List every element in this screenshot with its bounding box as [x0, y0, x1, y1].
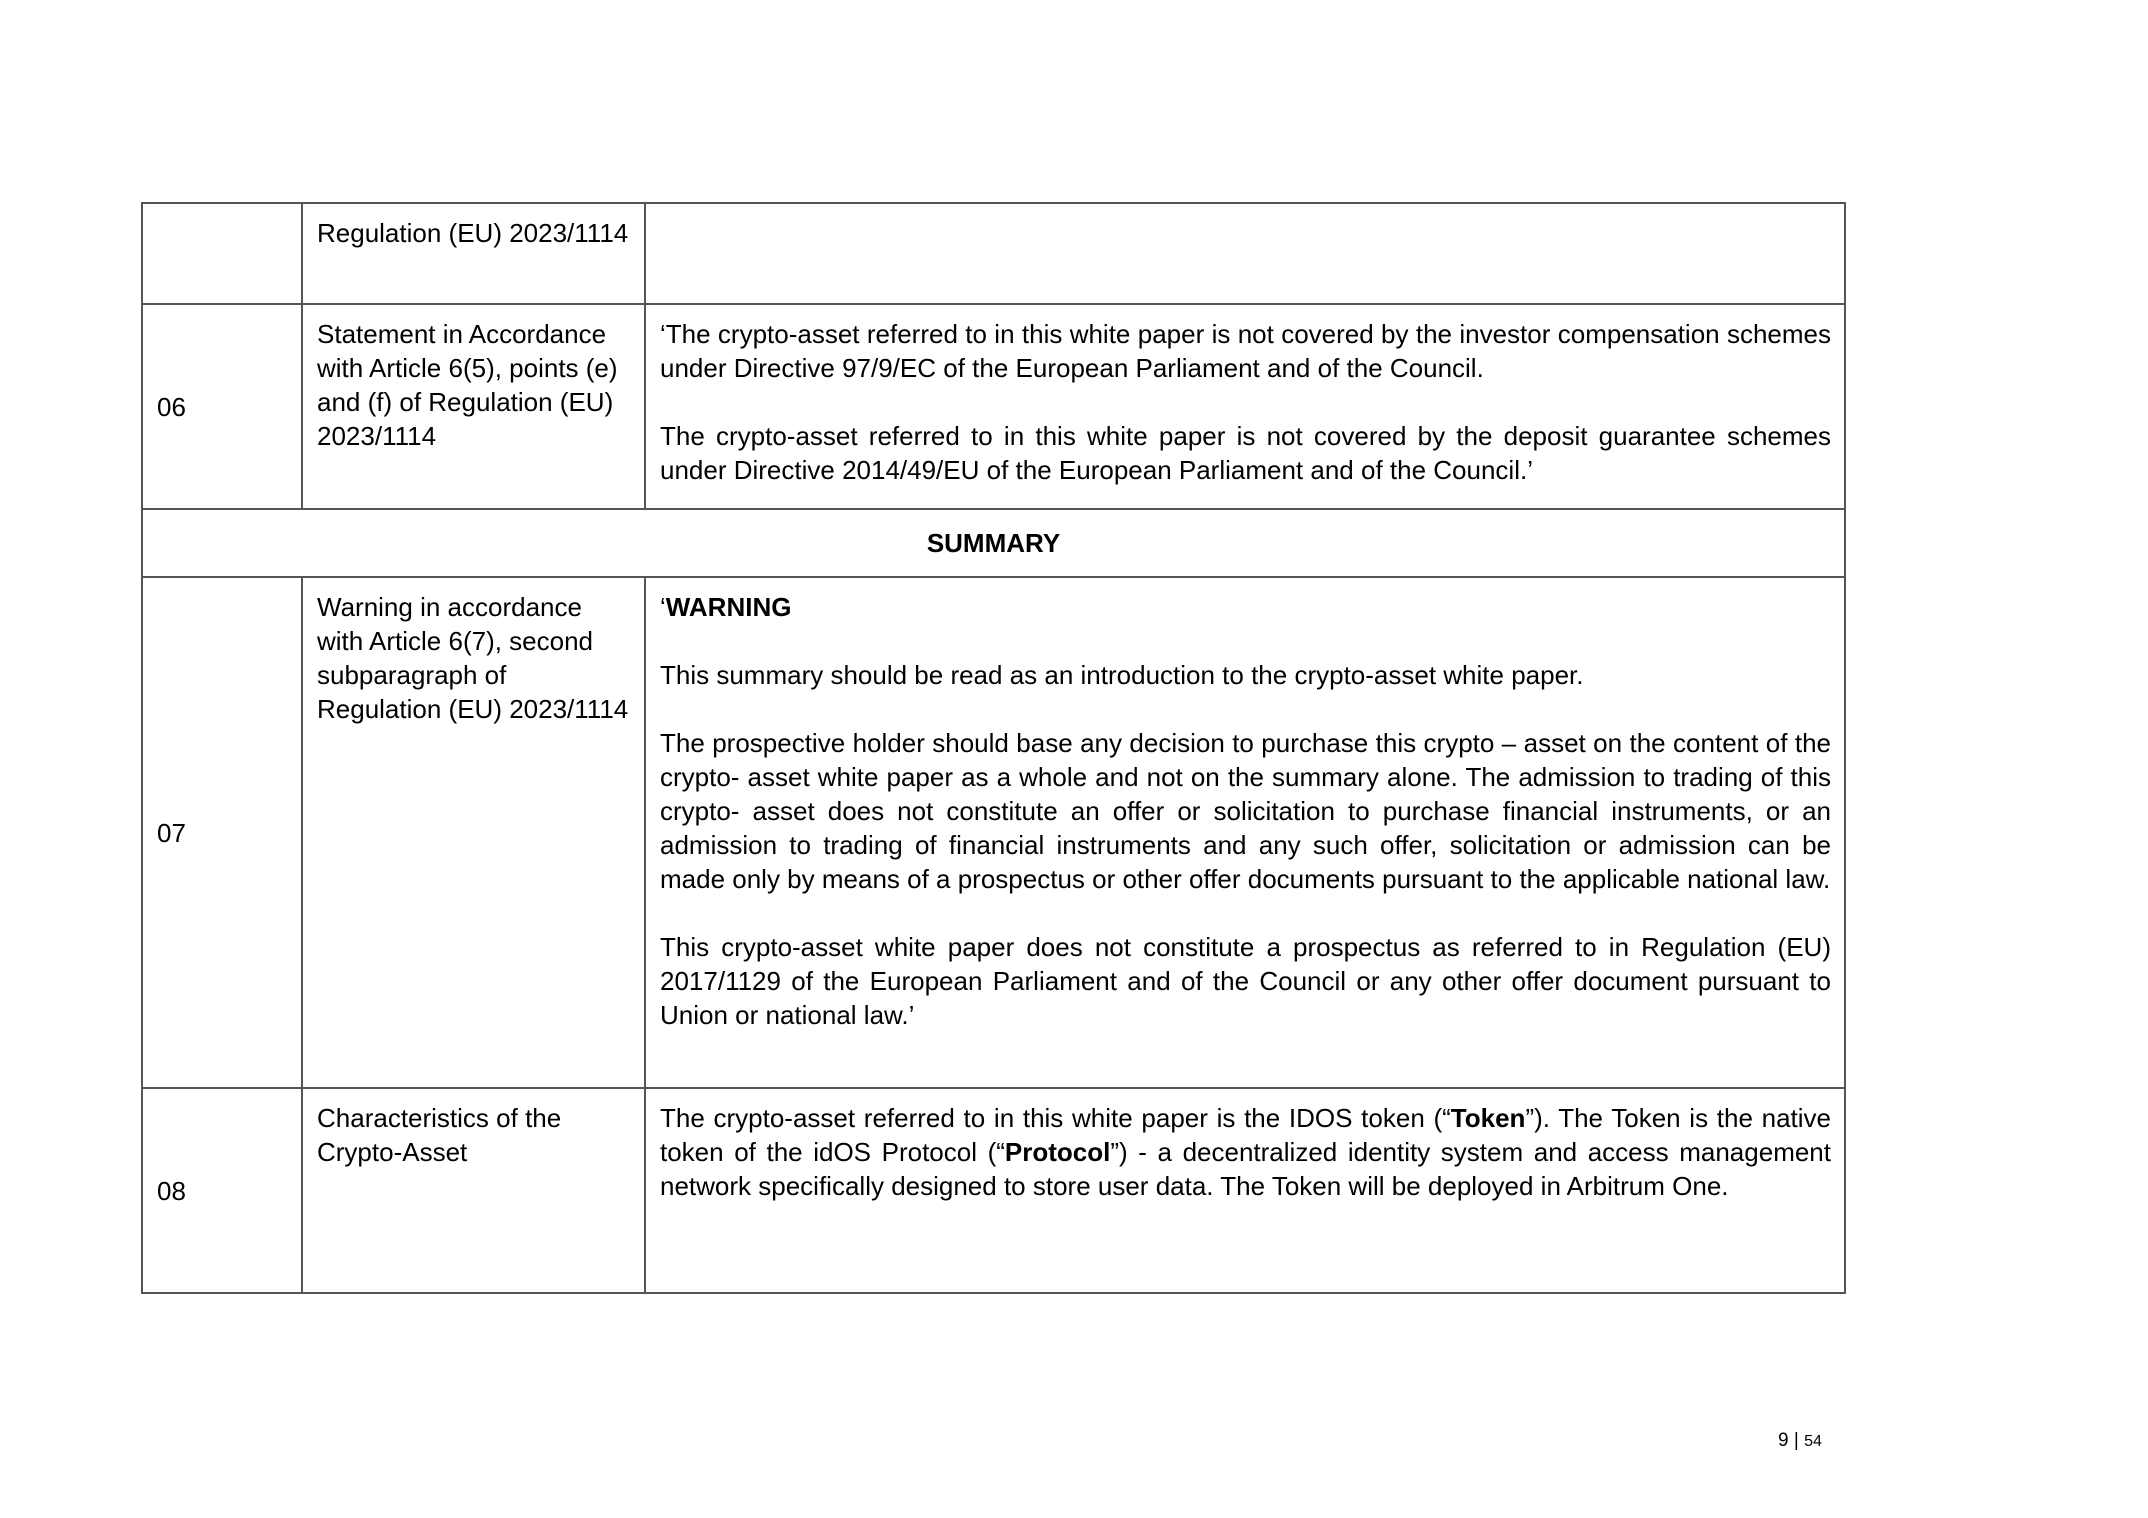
- row-content: [645, 203, 1845, 304]
- separator: |: [1793, 1430, 1799, 1451]
- table-row: [142, 203, 1845, 304]
- warning-title: WARNING: [665, 592, 792, 622]
- row-label: Characteristics of the Crypto-Asset: [302, 1088, 645, 1293]
- row-content: [645, 1088, 1845, 1293]
- paragraph: The crypto-asset referred to in this white paper is not covered by the deposit guarantee schemes under Directive 2014/49/EU of the European Parliament and of the Council.’: [660, 421, 1831, 485]
- paragraph: This crypto-asset white paper does not constitute a prospectus as referred to in Regulation (EU) 2017/1129 of the European Parliament and of the Council or any other offer document pursuant to Union or national law.’: [660, 932, 1831, 1030]
- row-number: 06: [142, 304, 302, 509]
- table-row: [142, 1088, 1845, 1293]
- defined-term: Protocol: [1004, 1137, 1111, 1167]
- section-row: [142, 509, 1845, 577]
- text: The crypto-asset referred to in this white paper is the IDOS token (“: [660, 1103, 1451, 1133]
- text: ”) - a decentralized identity system and access management network specifically designed to store user data. The Token will be deployed in Arbitrum One.: [660, 1137, 1831, 1201]
- table-row: [142, 304, 1845, 509]
- paragraph: [660, 1101, 1831, 1203]
- row-content: [645, 577, 1845, 1088]
- table-row: [142, 577, 1845, 1088]
- paragraph: The prospective holder should base any decision to purchase this crypto – asset on the content of the crypto- asset white paper as a whole and not on the summary alone. The admission to trading of this crypto- asset does not constitute an offer or solicitation to purchase financial instruments, or an admission to trading of financial instruments and any such offer, solicitation or admission can be made only by means of a prospectus or other offer documents pursuant to the applicable national law.: [660, 728, 1831, 894]
- total-pages: 54: [1804, 1433, 1822, 1450]
- current-page: 9: [1778, 1430, 1789, 1451]
- row-label: Statement in Accordance with Article 6(5), points (e) and (f) of Regulation (EU) 2023/1114: [302, 304, 645, 509]
- paragraph: This summary should be read as an introduction to the crypto-asset white paper.: [660, 660, 1584, 690]
- row-number: [142, 203, 302, 304]
- paragraph: ‘The crypto-asset referred to in this white paper is not covered by the investor compensation schemes under Directive 97/9/EC of the European Parliament and of the Council.: [660, 319, 1831, 383]
- page-number: [1778, 1430, 1822, 1452]
- quote-mark: ‘: [660, 592, 666, 622]
- warning-heading: [660, 590, 1831, 624]
- row-content: [645, 304, 1845, 509]
- row-label: Regulation (EU) 2023/1114: [302, 203, 645, 304]
- row-number: 08: [142, 1088, 302, 1293]
- text: ”). The Token is the native token of the idOS Protocol (“: [660, 1103, 1832, 1167]
- row-label: Warning in accordance with Article 6(7), second subparagraph of Regulation (EU) 2023/1114: [302, 577, 645, 1088]
- section-heading: SUMMARY: [142, 509, 1845, 577]
- row-number: 07: [142, 577, 302, 1088]
- defined-term: Token: [1450, 1103, 1526, 1133]
- disclosure-table: [141, 202, 1846, 1294]
